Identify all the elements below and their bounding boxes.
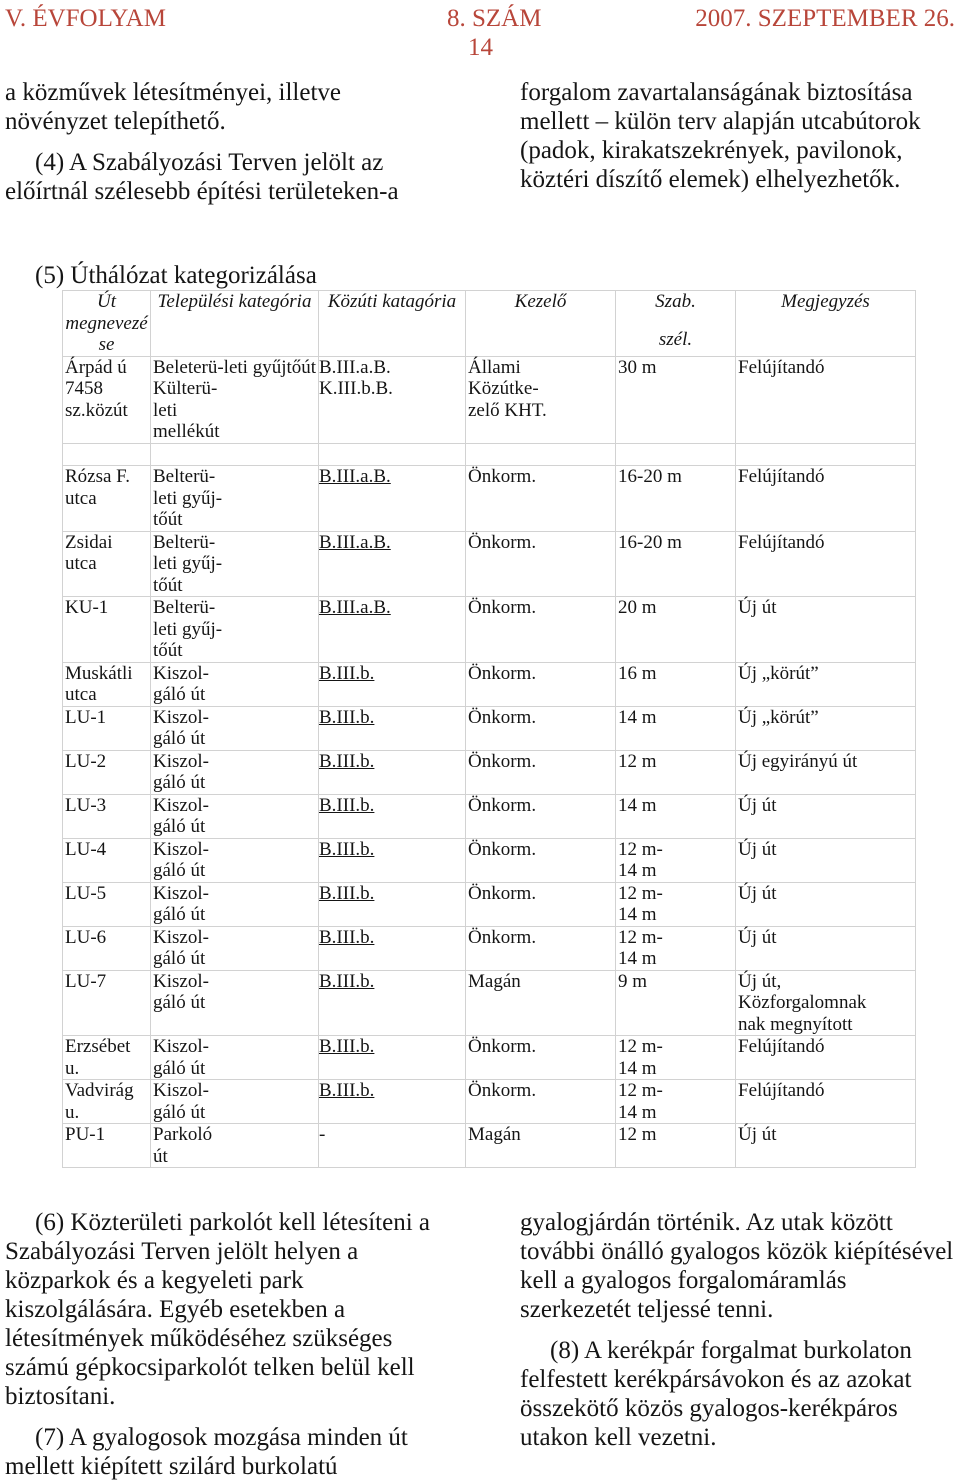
- table-spacer-row: [63, 443, 916, 466]
- cell-text-line: u.: [65, 1101, 80, 1123]
- settlement-category-cell: [151, 1124, 319, 1168]
- cell-text-line: Új út: [738, 1124, 777, 1145]
- settlement-category-cell: [151, 466, 319, 532]
- cell-text-line: Új „körút”: [738, 706, 819, 728]
- cell-text-line: gáló út: [153, 816, 206, 837]
- regulation-width-cell: [616, 1124, 736, 1168]
- cell-text-line: B.III.a.B.: [319, 597, 391, 618]
- header-text-line: szél.: [658, 328, 693, 350]
- cell-text-line: Új út: [738, 882, 777, 904]
- cell-text-line: gáló út: [153, 992, 206, 1013]
- cell-text-line: utca: [65, 487, 97, 509]
- cell-text-line: 16 m: [618, 662, 657, 684]
- cell-text-line: gáló út: [153, 1101, 206, 1123]
- cell-text-line: Önkorm.: [468, 662, 537, 684]
- text-line: felfestett kerékpársávokon és az azokat: [520, 1366, 912, 1393]
- road-category-cell: [319, 794, 466, 838]
- table-row: [63, 1080, 916, 1124]
- paragraph-6: [5, 1208, 430, 1411]
- cell-text-line: Önkorm.: [468, 750, 537, 772]
- settlement-category-cell: [151, 531, 319, 597]
- cell-text-line: Új út: [738, 597, 777, 618]
- settlement-category-cell: [151, 970, 319, 1036]
- cell-text-line: sz.közút: [65, 399, 128, 421]
- cell-text-line: 12 m-: [618, 838, 663, 860]
- cell-text-line: Vadvirág: [65, 1080, 134, 1101]
- paragraph-4: [5, 148, 399, 206]
- cell-text-line: B.III.b.: [319, 1036, 375, 1057]
- header-manager: [466, 291, 616, 357]
- settlement-category-cell: [151, 1036, 319, 1080]
- table-row: [63, 794, 916, 838]
- empty-cell: [616, 443, 736, 466]
- empty-cell: [151, 443, 319, 466]
- cell-text-line: Új út: [738, 794, 777, 816]
- remark-cell: [736, 1124, 916, 1168]
- road-category-cell: [319, 926, 466, 970]
- cell-text-line: gáló út: [153, 1057, 206, 1079]
- cell-text-line: Kiszol-: [153, 1036, 209, 1057]
- manager-cell: [466, 1080, 616, 1124]
- cell-text-line: 14 m: [618, 1057, 657, 1079]
- text-line: kiszolgálására. Egyéb esetekben a: [5, 1296, 346, 1323]
- regulation-width-cell: [616, 662, 736, 706]
- cell-text-line: Önkorm.: [468, 706, 537, 728]
- cell-text-line: utca: [65, 684, 97, 705]
- manager-cell: [466, 466, 616, 532]
- remark-cell: [736, 531, 916, 597]
- paragraph-7: [5, 1423, 430, 1481]
- header-settlement-category: [151, 291, 319, 357]
- text-line: gyalogjárdán történik. Az utak között: [520, 1209, 893, 1236]
- regulation-width-cell: [616, 1036, 736, 1080]
- settlement-category-cell: [151, 356, 319, 443]
- cell-text-line: LU-4: [65, 838, 107, 860]
- road-category-cell: [319, 466, 466, 532]
- road-name-cell: [63, 466, 151, 532]
- cell-text-line: Magán: [468, 970, 521, 992]
- cell-text-line: Erzsébet: [65, 1036, 131, 1057]
- cell-text-line: Magán: [468, 1124, 521, 1145]
- text-line: (4) A Szabályozási Terven jelölt az: [35, 149, 384, 176]
- regulation-width-cell: [616, 466, 736, 532]
- manager-cell: [466, 882, 616, 926]
- regulation-width-cell: [616, 531, 736, 597]
- cell-text-line: B.III.b.: [319, 706, 375, 728]
- cell-text-line: gáló út: [153, 904, 206, 925]
- road-network-table: [62, 290, 916, 1168]
- cell-text-line: Beleterü-leti gyűjtőút: [153, 356, 317, 378]
- cell-text-line: tőút: [153, 640, 183, 661]
- remark-cell: [736, 662, 916, 706]
- table-row: [63, 466, 916, 532]
- text-line: Szabályozási Terven jelölt helyen a: [5, 1238, 359, 1265]
- manager-cell: [466, 794, 616, 838]
- cell-text-line: Állami: [468, 356, 521, 378]
- remark-cell: [736, 597, 916, 663]
- paragraph: [520, 78, 921, 194]
- regulation-width-cell: [616, 750, 736, 794]
- cell-text-line: Új egyirányú út: [738, 750, 858, 772]
- remark-cell: [736, 750, 916, 794]
- cell-text-line: zelő KHT.: [468, 399, 547, 421]
- road-name-cell: [63, 750, 151, 794]
- text-line: mellett – külön terv alapján utcabútorok: [520, 108, 921, 135]
- remark-cell: [736, 1036, 916, 1080]
- cell-text-line: út: [153, 1145, 168, 1167]
- cell-text-line: 7458: [65, 378, 103, 399]
- cell-text-line: gáló út: [153, 860, 206, 881]
- settlement-category-cell: [151, 882, 319, 926]
- issue-label: 8. SZÁM: [447, 5, 542, 32]
- header-text-line: Megjegyzés: [781, 291, 870, 312]
- top-left-column: [5, 78, 399, 206]
- cell-text-line: Kiszol-: [153, 794, 209, 816]
- regulation-width-cell: [616, 597, 736, 663]
- cell-text-line: 12 m: [618, 750, 657, 772]
- remark-cell: [736, 1080, 916, 1124]
- header-text-line: se: [98, 334, 115, 355]
- regulation-width-cell: [616, 926, 736, 970]
- cell-text-line: B.III.b.: [319, 838, 375, 860]
- cell-text-line: Önkorm.: [468, 882, 537, 904]
- road-category-cell: [319, 531, 466, 597]
- remark-cell: [736, 838, 916, 882]
- empty-cell: [319, 443, 466, 466]
- cell-text-line: Felújítandó: [738, 1036, 825, 1057]
- cell-text-line: B.III.a.B.: [319, 466, 391, 487]
- cell-text-line: LU-6: [65, 926, 107, 948]
- cell-text-line: 14 m: [618, 706, 657, 728]
- header-text-line: Szab.: [655, 291, 696, 312]
- cell-text-line: leti gyűj-: [153, 553, 223, 574]
- road-category-cell: [319, 356, 466, 443]
- cell-text-line: leti gyűj-: [153, 487, 223, 509]
- road-category-cell: [319, 1124, 466, 1168]
- regulation-width-cell: [616, 794, 736, 838]
- text-line: biztosítani.: [5, 1383, 116, 1410]
- cell-text-line: 14 m: [618, 904, 657, 925]
- cell-text-line: Kiszol-: [153, 882, 209, 904]
- manager-cell: [466, 970, 616, 1036]
- road-name-cell: [63, 356, 151, 443]
- manager-cell: [466, 531, 616, 597]
- cell-text-line: Új út,: [738, 970, 782, 992]
- cell-text-line: Önkorm.: [468, 1080, 537, 1101]
- paragraph-8: [520, 1336, 953, 1452]
- header-text-line: Út: [97, 291, 116, 312]
- cell-text-line: gáló út: [153, 728, 206, 749]
- cell-text-line: KU-1: [65, 597, 109, 618]
- section-title: (5) Úthálózat kategorizálása: [35, 262, 317, 289]
- cell-text-line: 14 m: [618, 948, 657, 969]
- header-remark: [736, 291, 916, 357]
- table-row: [63, 706, 916, 750]
- cell-text-line: gáló út: [153, 948, 206, 969]
- table-row: [63, 356, 916, 443]
- cell-text-line: Önkorm.: [468, 531, 537, 553]
- regulation-width-cell: [616, 1080, 736, 1124]
- paragraph: [5, 78, 399, 136]
- text-line: utakon kell vezetni.: [520, 1424, 717, 1451]
- cell-text-line: Közforgalomnak: [738, 992, 867, 1013]
- cell-text-line: 14 m: [618, 860, 657, 881]
- cell-text-line: Kiszol-: [153, 750, 209, 772]
- cell-text-line: B.III.b.: [319, 794, 375, 816]
- cell-text-line: -: [319, 1124, 326, 1145]
- cell-text-line: B.III.b.: [319, 1080, 375, 1101]
- cell-text-line: Önkorm.: [468, 466, 537, 487]
- manager-cell: [466, 1036, 616, 1080]
- table-row: [63, 597, 916, 663]
- remark-cell: [736, 882, 916, 926]
- road-name-cell: [63, 970, 151, 1036]
- empty-cell: [736, 443, 916, 466]
- manager-cell: [466, 662, 616, 706]
- empty-cell: [466, 443, 616, 466]
- empty-cell: [63, 443, 151, 466]
- road-name-cell: [63, 662, 151, 706]
- road-name-cell: [63, 706, 151, 750]
- cell-text-line: 30 m: [618, 356, 657, 378]
- regulation-width-cell: [616, 838, 736, 882]
- cell-text-line: 16-20 m: [618, 466, 682, 487]
- text-line: a közművek létesítményei, illetve: [5, 79, 341, 106]
- cell-text-line: Kiszol-: [153, 838, 209, 860]
- cell-text-line: Belterü-: [153, 597, 216, 618]
- date-label: 2007. SZEPTEMBER 26.: [695, 5, 955, 32]
- road-name-cell: [63, 926, 151, 970]
- cell-text-line: 14 m: [618, 1101, 657, 1123]
- table-row: [63, 750, 916, 794]
- cell-text-line: tőút: [153, 574, 183, 596]
- manager-cell: [466, 356, 616, 443]
- text-line: (8) A kerékpár forgalmat burkolaton: [550, 1337, 912, 1364]
- cell-text-line: 16-20 m: [618, 531, 682, 553]
- cell-text-line: 12 m-: [618, 1036, 663, 1057]
- cell-text-line: Közútke-: [468, 378, 539, 399]
- settlement-category-cell: [151, 662, 319, 706]
- text-line: mellett kiépített szilárd burkolatú: [5, 1453, 338, 1480]
- cell-text-line: utca: [65, 553, 97, 574]
- road-category-cell: [319, 1036, 466, 1080]
- cell-text-line: Belterü-: [153, 466, 216, 487]
- cell-text-line: Önkorm.: [468, 926, 537, 948]
- cell-text-line: Önkorm.: [468, 1036, 537, 1057]
- road-name-cell: [63, 1036, 151, 1080]
- table-body: [63, 356, 916, 1168]
- paragraph: [520, 1208, 953, 1324]
- table-row: [63, 531, 916, 597]
- road-name-cell: [63, 838, 151, 882]
- cell-text-line: gáló út: [153, 684, 206, 705]
- cell-text-line: B.III.a.B.: [319, 356, 391, 378]
- road-category-cell: [319, 597, 466, 663]
- table-row: [63, 970, 916, 1036]
- table-row: [63, 1124, 916, 1168]
- table-row: [63, 838, 916, 882]
- cell-text-line: Kiszol-: [153, 970, 209, 992]
- cell-text-line: 20 m: [618, 597, 657, 618]
- text-line: (7) A gyalogosok mozgása minden út: [35, 1424, 408, 1451]
- remark-cell: [736, 356, 916, 443]
- cell-text-line: leti gyűj-: [153, 618, 223, 640]
- road-category-cell: [319, 1080, 466, 1124]
- settlement-category-cell: [151, 597, 319, 663]
- cell-text-line: B.III.b.: [319, 926, 375, 948]
- top-right-column: [520, 78, 921, 194]
- road-category-cell: [319, 882, 466, 926]
- volume-label: V. ÉVFOLYAM: [5, 5, 166, 32]
- cell-text-line: Kiszol-: [153, 662, 209, 684]
- cell-text-line: K.III.b.B.: [319, 378, 393, 399]
- cell-text-line: B.III.b.: [319, 970, 375, 992]
- cell-text-line: Rózsa F.: [65, 466, 130, 487]
- cell-text-line: Belterü-: [153, 531, 216, 553]
- road-category-cell: [319, 706, 466, 750]
- remark-cell: [736, 706, 916, 750]
- cell-text-line: LU-7: [65, 970, 107, 992]
- cell-text-line: 12 m-: [618, 882, 663, 904]
- table-header-row: [63, 291, 916, 357]
- bottom-left-column: [5, 1208, 430, 1481]
- header-text-line: Közúti katagória: [327, 291, 457, 312]
- cell-text-line: LU-5: [65, 882, 107, 904]
- cell-text-line: Felújítandó: [738, 1080, 825, 1101]
- remark-cell: [736, 970, 916, 1036]
- cell-text-line: 14 m: [618, 794, 657, 816]
- text-line: növényzet telepíthető.: [5, 108, 226, 135]
- manager-cell: [466, 706, 616, 750]
- page-number: 14: [468, 34, 493, 61]
- settlement-category-cell: [151, 926, 319, 970]
- header-road-category: [319, 291, 466, 357]
- header-text-line: Települési kategória: [157, 291, 312, 312]
- cell-text-line: 12 m: [618, 1124, 657, 1145]
- header-text-line: Kezelő: [514, 291, 567, 312]
- road-category-cell: [319, 750, 466, 794]
- text-line: (6) Közterületi parkolót kell létesíteni a: [35, 1209, 430, 1236]
- text-line: szerkezetét teljessé tenni.: [520, 1296, 774, 1323]
- cell-text-line: 12 m-: [618, 1080, 663, 1101]
- road-name-cell: [63, 531, 151, 597]
- cell-text-line: Felújítandó: [738, 356, 825, 378]
- road-category-cell: [319, 662, 466, 706]
- header-text-line: megnevezé: [65, 312, 148, 334]
- cell-text-line: Önkorm.: [468, 794, 537, 816]
- settlement-category-cell: [151, 794, 319, 838]
- remark-cell: [736, 794, 916, 838]
- cell-text-line: nak megnyított: [738, 1013, 853, 1035]
- text-line: forgalom zavartalanságának biztosítása: [520, 79, 913, 106]
- cell-text-line: LU-3: [65, 794, 107, 816]
- cell-text-line: Zsidai: [65, 531, 113, 553]
- cell-text-line: B.III.b.: [319, 662, 375, 684]
- cell-text-line: Parkoló: [153, 1124, 213, 1145]
- regulation-width-cell: [616, 356, 736, 443]
- text-line: létesítmények működéséhez szükséges: [5, 1325, 393, 1352]
- text-line: összekötő közös gyalogos-kerékpáros: [520, 1395, 898, 1422]
- table-row: [63, 926, 916, 970]
- cell-text-line: Önkorm.: [468, 838, 537, 860]
- cell-text-line: B.III.b.: [319, 750, 375, 772]
- text-line: (padok, kirakatszekrények, pavilonok,: [520, 137, 903, 164]
- remark-cell: [736, 926, 916, 970]
- cell-text-line: B.III.b.: [319, 882, 375, 904]
- header-regulation-width: [616, 291, 736, 357]
- cell-text-line: Külterü-: [153, 378, 218, 399]
- regulation-width-cell: [616, 882, 736, 926]
- text-line: kell a gyalogos forgalomáramlás: [520, 1267, 847, 1294]
- text-line: további önálló gyalogos közök kiépítésével: [520, 1238, 954, 1265]
- remark-cell: [736, 466, 916, 532]
- road-name-cell: [63, 882, 151, 926]
- cell-text-line: mellékút: [153, 421, 220, 442]
- cell-text-line: Felújítandó: [738, 466, 825, 487]
- manager-cell: [466, 597, 616, 663]
- cell-text-line: Kiszol-: [153, 1080, 209, 1101]
- road-name-cell: [63, 597, 151, 663]
- road-name-cell: [63, 1124, 151, 1168]
- table-row: [63, 1036, 916, 1080]
- cell-text-line: LU-1: [65, 706, 107, 728]
- cell-text-line: Új út: [738, 838, 777, 860]
- road-category-cell: [319, 970, 466, 1036]
- header-road-name: [63, 291, 151, 357]
- text-line: előírtnál szélesebb építési területeken-a: [5, 178, 399, 205]
- manager-cell: [466, 838, 616, 882]
- regulation-width-cell: [616, 970, 736, 1036]
- cell-text-line: Új út: [738, 926, 777, 948]
- text-line: közparkok és a kegyeleti park: [5, 1267, 304, 1294]
- cell-text-line: Önkorm.: [468, 597, 537, 618]
- cell-text-line: LU-2: [65, 750, 107, 772]
- cell-text-line: Muskátli: [65, 662, 133, 684]
- table-row: [63, 662, 916, 706]
- cell-text-line: Felújítandó: [738, 531, 825, 553]
- road-category-cell: [319, 838, 466, 882]
- bottom-right-column: [520, 1208, 953, 1452]
- table-row: [63, 882, 916, 926]
- cell-text-line: B.III.a.B.: [319, 531, 391, 553]
- cell-text-line: Árpád ú: [65, 356, 127, 378]
- cell-text-line: 9 m: [618, 970, 648, 992]
- manager-cell: [466, 750, 616, 794]
- cell-text-line: 12 m-: [618, 926, 663, 948]
- table-header: [63, 291, 916, 357]
- road-name-cell: [63, 1080, 151, 1124]
- settlement-category-cell: [151, 838, 319, 882]
- manager-cell: [466, 1124, 616, 1168]
- settlement-category-cell: [151, 706, 319, 750]
- cell-text-line: PU-1: [65, 1124, 106, 1145]
- settlement-category-cell: [151, 750, 319, 794]
- cell-text-line: Új „körút”: [738, 662, 819, 684]
- cell-text-line: Kiszol-: [153, 926, 209, 948]
- regulation-width-cell: [616, 706, 736, 750]
- cell-text-line: leti: [153, 399, 178, 421]
- road-name-cell: [63, 794, 151, 838]
- text-line: köztéri díszítő elemek) elhelyezhetők.: [520, 166, 901, 193]
- manager-cell: [466, 926, 616, 970]
- cell-text-line: gáló út: [153, 772, 206, 793]
- settlement-category-cell: [151, 1080, 319, 1124]
- cell-text-line: u.: [65, 1057, 80, 1079]
- cell-text-line: Kiszol-: [153, 706, 209, 728]
- text-line: számú gépkocsiparkolót telken belül kell: [5, 1354, 415, 1381]
- cell-text-line: tőút: [153, 509, 183, 530]
